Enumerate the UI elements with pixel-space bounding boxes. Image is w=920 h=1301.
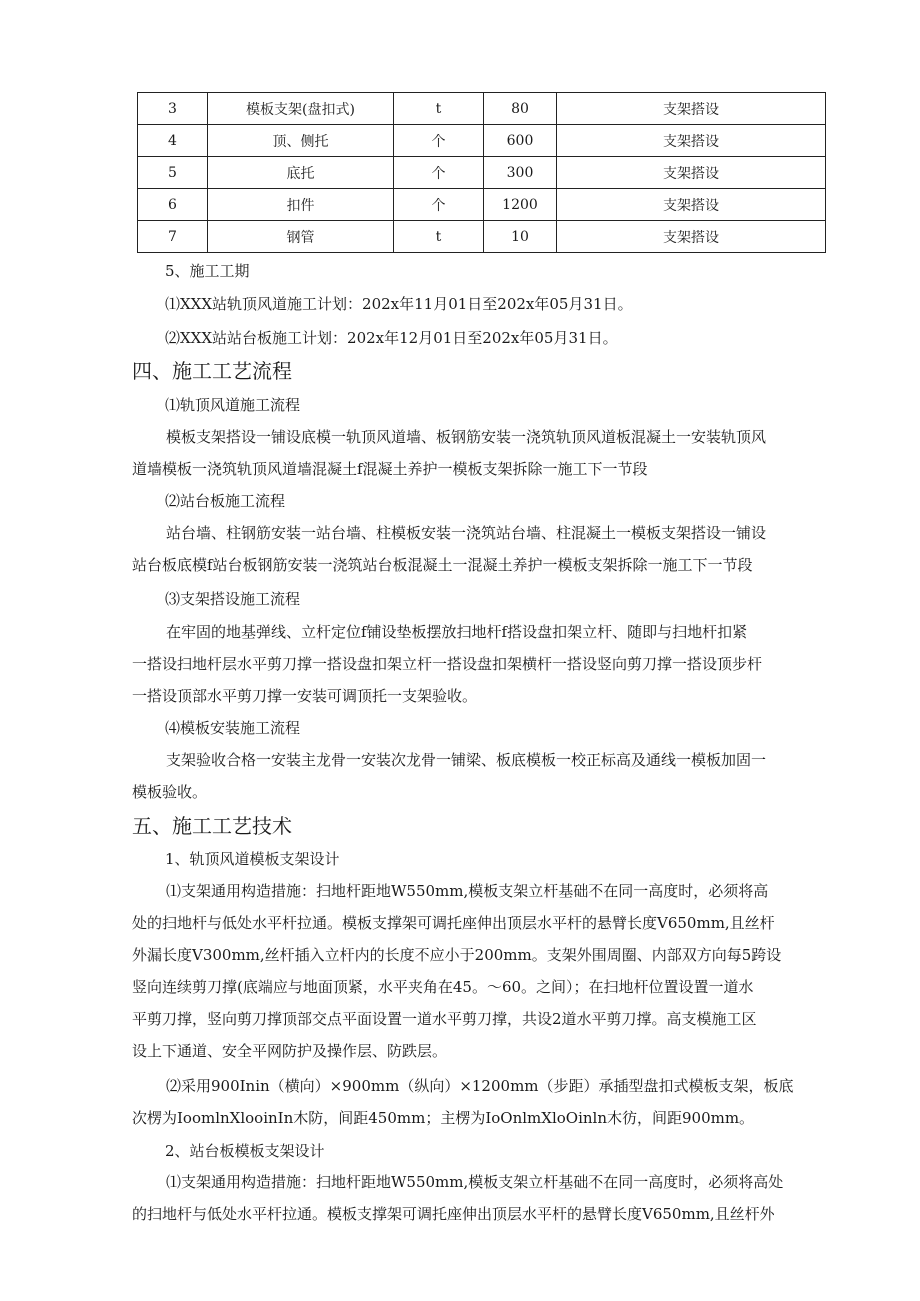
paragraph-line: 一搭设顶部水平剪刀撑一安装可调顶托一支架验收。: [132, 687, 478, 705]
paragraph-line: 外漏长度V300mm,丝杆插入立杆内的长度不应小于200mm。支架外围周圈、内部双方向每5跨设: [132, 946, 782, 964]
heading-process-technology: 五、施工工艺技术: [132, 814, 292, 838]
flow-4-title: ⑷模板安装施工流程: [165, 719, 301, 737]
table-cell-use: 支架搭设: [557, 125, 826, 157]
flow-2-title: ⑵站台板施工流程: [165, 492, 286, 510]
table-cell-no: 3: [138, 93, 208, 125]
flow-3-body: [132, 616, 848, 712]
section-1-para-1: [132, 875, 848, 1067]
table-cell-name: 底托: [208, 157, 394, 189]
table-cell-name: 模板支架(盘扣式): [208, 93, 394, 125]
table-cell-no: 5: [138, 157, 208, 189]
table-cell-no: 4: [138, 125, 208, 157]
table-cell-qty: 300: [484, 157, 557, 189]
heading-process-flow: 四、施工工艺流程: [132, 359, 292, 383]
table-cell-unit: 个: [394, 157, 484, 189]
table-cell-no: 7: [138, 221, 208, 253]
section-5-title: 5、施工工期: [165, 262, 250, 280]
table-cell-unit: 个: [394, 125, 484, 157]
paragraph-line: 道墙模板一浇筑轨顶风道墙混凝土f混凝土养护一模板支架拆除一施工下一节段: [132, 460, 648, 478]
section-2-para-1: [132, 1166, 848, 1230]
table-row: [138, 125, 826, 157]
paragraph-line: 一搭设扫地杆层水平剪刀撑一搭设盘扣架立杆一搭设盘扣架横杆一搭设竖向剪刀撑一搭设顶步杆: [132, 655, 763, 673]
table-cell-qty: 10: [484, 221, 557, 253]
table-cell-name: 钢管: [208, 221, 394, 253]
table-cell-name: 顶、侧托: [208, 125, 394, 157]
table-cell-use: 支架搭设: [557, 189, 826, 221]
table-cell-use: 支架搭设: [557, 221, 826, 253]
section-1-para-2: [132, 1070, 848, 1134]
table-row: [138, 221, 826, 253]
table-cell-use: 支架搭设: [557, 157, 826, 189]
paragraph-line: 的扫地杆与低处水平杆拉通。模板支撑架可调托座伸出顶层水平杆的悬臂长度V650mm,且丝杆外: [132, 1205, 775, 1223]
table-cell-qty: 1200: [484, 189, 557, 221]
flow-3-title: ⑶支架搭设施工流程: [165, 590, 301, 608]
table-cell-qty: 600: [484, 125, 557, 157]
flow-2-body: [132, 517, 848, 581]
materials-table: [137, 92, 826, 253]
paragraph-line: ⑵采用900Inin（横向）×900mm（纵向）×1200mm（步距）承插型盘扣式模板支架，板底: [166, 1077, 794, 1095]
table-cell-name: 扣件: [208, 189, 394, 221]
schedule-item-1: ⑴XXX站轨顶风道施工计划：202x年11月01日至202x年05月31日。: [165, 295, 633, 313]
section-1-title: 1、轨顶风道模板支架设计: [165, 850, 340, 868]
paragraph-line: 站台墙、柱钢筋安装一站台墙、柱模板安装一浇筑站台墙、柱混凝土一模板支架搭设一铺设: [166, 524, 767, 542]
table-cell-use: 支架搭设: [557, 93, 826, 125]
flow-4-body: [132, 744, 848, 808]
table-cell-unit: t: [394, 221, 484, 253]
paragraph-line: ⑴支架通用构造措施：扫地杆距地W550mm,模板支架立杆基础不在同一高度时，必须将高: [166, 882, 769, 900]
table-row: [138, 189, 826, 221]
schedule-item-2: ⑵XXX站站台板施工计划：202x年12月01日至202x年05月31日。: [165, 329, 618, 347]
paragraph-line: 支架验收合格一安装主龙骨一安装次龙骨一铺梁、板底模板一校正标高及通线一模板加固一: [166, 751, 767, 769]
table-cell-no: 6: [138, 189, 208, 221]
table-row: [138, 157, 826, 189]
paragraph-line: 处的扫地杆与低处水平杆拉通。模板支撑架可调托座伸出顶层水平杆的悬臂长度V650mm,且丝杆: [132, 914, 775, 932]
paragraph-line: 竖向连续剪刀撑(底端应与地面顶紧，水平夹角在45。～60。之间）；在扫地杆位置设置一道水: [132, 978, 754, 996]
flow-1-title: ⑴轨顶风道施工流程: [165, 396, 301, 414]
flow-1-body: [132, 421, 848, 485]
paragraph-line: 平剪刀撑，竖向剪刀撑顶部交点平面设置一道水平剪刀撑，共设2道水平剪刀撑。高支模施工区: [132, 1010, 757, 1028]
paragraph-line: 模板验收。: [132, 783, 208, 801]
table-row: [138, 93, 826, 125]
paragraph-line: 在牢固的地基弹线、立杆定位f铺设垫板摆放扫地杆f搭设盘扣架立杆、随即与扫地杆扣紧: [166, 623, 748, 641]
paragraph-line: 次楞为IoomlnXlooinIn木防，间距450mm；主楞为IoOnlmXloOinln木彷，间距900mm。: [132, 1109, 755, 1127]
paragraph-line: 模板支架搭设一铺设底模一轨顶风道墙、板钢筋安装一浇筑轨顶风道板混凝土一安装轨顶风: [166, 428, 767, 446]
table-cell-unit: t: [394, 93, 484, 125]
table-cell-qty: 80: [484, 93, 557, 125]
table-cell-unit: 个: [394, 189, 484, 221]
paragraph-line: 设上下通道、安全平网防护及操作层、防跌层。: [132, 1042, 448, 1060]
paragraph-line: ⑴支架通用构造措施：扫地杆距地W550mm,模板支架立杆基础不在同一高度时，必须将高处: [166, 1173, 784, 1191]
paragraph-line: 站台板底模f站台板钢筋安装一浇筑站台板混凝土一混凝土养护一模板支架拆除一施工下一节段: [132, 556, 753, 574]
section-2-title: 2、站台板模板支架设计: [165, 1142, 325, 1160]
